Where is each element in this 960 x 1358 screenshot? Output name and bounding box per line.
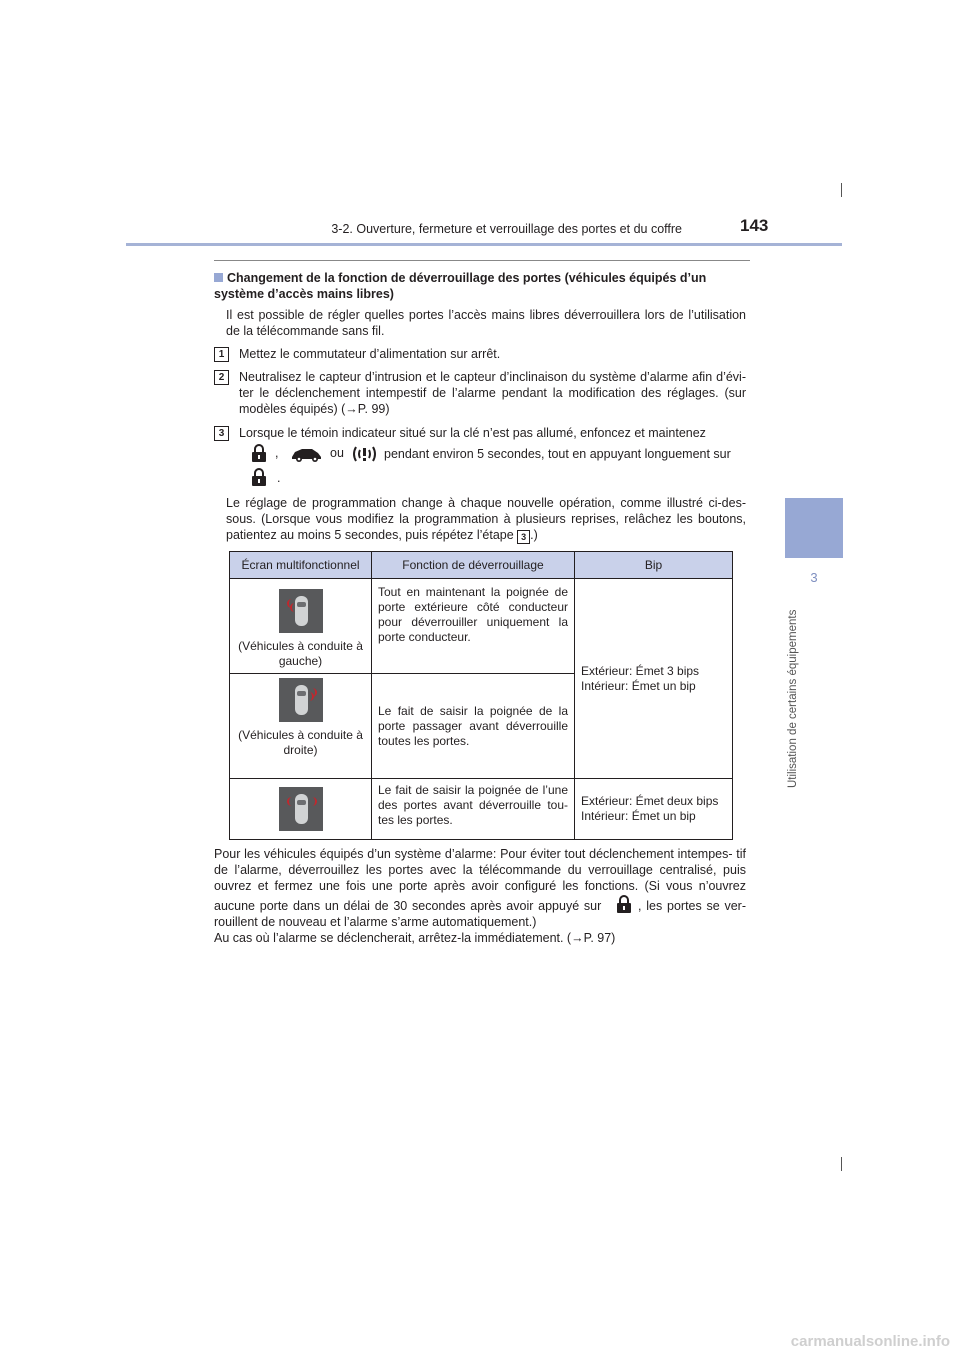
function-cell: Le fait de saisir la poignée de la porte passager avant déverrouille toutes les portes. xyxy=(372,674,575,779)
step-number: 1 xyxy=(214,347,229,362)
step-text: Lorsque le témoin indicateur situé sur la clé n’est pas allumé, enfoncez et maintenez xyxy=(239,426,706,440)
page-number: 143 xyxy=(740,216,769,235)
table-row xyxy=(230,579,733,674)
alarm-note-text: Au cas où l’alarme se déclencherait, arrêtez-la immédiatement. (→P. 97) xyxy=(214,931,616,945)
bip-cell xyxy=(575,579,733,779)
divider xyxy=(214,260,750,261)
caption: (Véhicules à conduite à gauche) xyxy=(238,639,363,668)
car-display-image xyxy=(279,589,323,633)
programming-note xyxy=(226,495,746,544)
table-row xyxy=(230,779,733,840)
display-cell xyxy=(230,579,372,674)
or-word: ou xyxy=(330,446,344,460)
table-header-row xyxy=(230,552,733,579)
column-header: Fonction de déverrouillage xyxy=(372,552,575,579)
step-number: 2 xyxy=(214,370,229,385)
car-trunk-icon xyxy=(290,446,322,462)
lock-icon xyxy=(251,467,267,487)
chapter-title: Utilisation de certains équipements xyxy=(787,609,799,788)
alarm-note xyxy=(214,846,746,946)
programming-note-text: Le réglage de programmation change à chaque nouvelle opération, comme illustré ci-des- sous. (Lorsque vous modifiez la programmation à plusieurs reprises, relâchez les boutons, patientez au moins 5 secondes, puis répétez l’étape xyxy=(226,496,746,542)
chapter-tab xyxy=(785,498,843,558)
caption: (Véhicules à conduite à droite) xyxy=(238,728,363,757)
display-cell xyxy=(230,779,372,840)
unlock-settings-table xyxy=(229,551,733,840)
crop-mark xyxy=(841,1157,842,1171)
chapter-number: 3 xyxy=(810,570,818,585)
separator-comma: , xyxy=(275,446,279,460)
column-header: Écran multifonctionnel xyxy=(230,552,372,579)
step-text-continued: pendant environ 5 secondes, tout en appuyant longuement sur xyxy=(384,447,731,461)
step-text: Mettez le commutateur d’alimentation sur arrêt. xyxy=(239,347,501,361)
lock-icon xyxy=(251,443,267,463)
heading-text: Changement de la fonction de déverrouillage des portes (véhicules équipés d’un système d’accès mains libres) xyxy=(214,271,707,301)
bip-exterior: Extérieur: Émet 3 bips xyxy=(581,663,700,678)
display-cell xyxy=(230,674,372,779)
bip-interior: Intérieur: Émet un bip xyxy=(581,678,696,693)
alarm-note-text: Pour les véhicules équipés d’un système d’alarme: Pour éviter tout déclenchement intempes- tif de l’alarme, déverrouillez les portes avec la télécommande du verrouillage centralisé, puis ouvrez et fermez une fois une porte après avoir configuré les fonctions. (Si vous n’ouvrez aucune porte dans un délai de 30 secondes après avoir appuyé sur xyxy=(214,847,746,913)
section-heading xyxy=(214,270,752,302)
panic-icon xyxy=(350,444,380,464)
car-display-image xyxy=(279,678,323,722)
bip-interior: Intérieur: Émet un bip xyxy=(581,809,696,823)
function-cell: Tout en maintenant la poignée de porte extérieure côté conducteur pour déverrouiller uniquement la porte conducteur. xyxy=(372,579,575,674)
bip-cell xyxy=(575,779,733,840)
column-header: Bip xyxy=(575,552,733,579)
bullet-square-icon xyxy=(214,273,223,282)
step-text-end: . xyxy=(277,471,281,485)
section-title: 3-2. Ouverture, fermeture et verrouillage des portes et du coffre xyxy=(331,222,682,236)
bip-exterior: Extérieur: Émet deux bips xyxy=(581,794,719,808)
step-text: Neutralisez le capteur d’intrusion et le capteur d’inclinaison du système d’alarme afin d’évi- ter le déclenchement intempestif de l’alarme pendant la modification des réglages. (sur modèles équipés) (→P. 99) xyxy=(239,370,746,416)
programming-note-end: .) xyxy=(530,528,538,542)
lock-icon xyxy=(616,894,632,914)
car-display-image xyxy=(279,787,323,831)
step-reference: 3 xyxy=(517,530,530,544)
header-rule xyxy=(126,243,842,246)
crop-mark xyxy=(841,183,842,197)
alarm-note-text: , les portes se ver- rouillent de nouveau et l’alarme s’arme automatiquement.) xyxy=(214,899,746,929)
watermark: carmanualsonline.info xyxy=(790,1333,950,1350)
intro-text: Il est possible de régler quelles portes l’accès mains libres déverrouillera lors de l’utilisation de la télécommande sans fil. xyxy=(226,308,746,338)
function-cell: Le fait de saisir la poignée de l’une des portes avant déverrouille tou- tes les portes. xyxy=(372,779,575,840)
step-number: 3 xyxy=(214,426,229,441)
